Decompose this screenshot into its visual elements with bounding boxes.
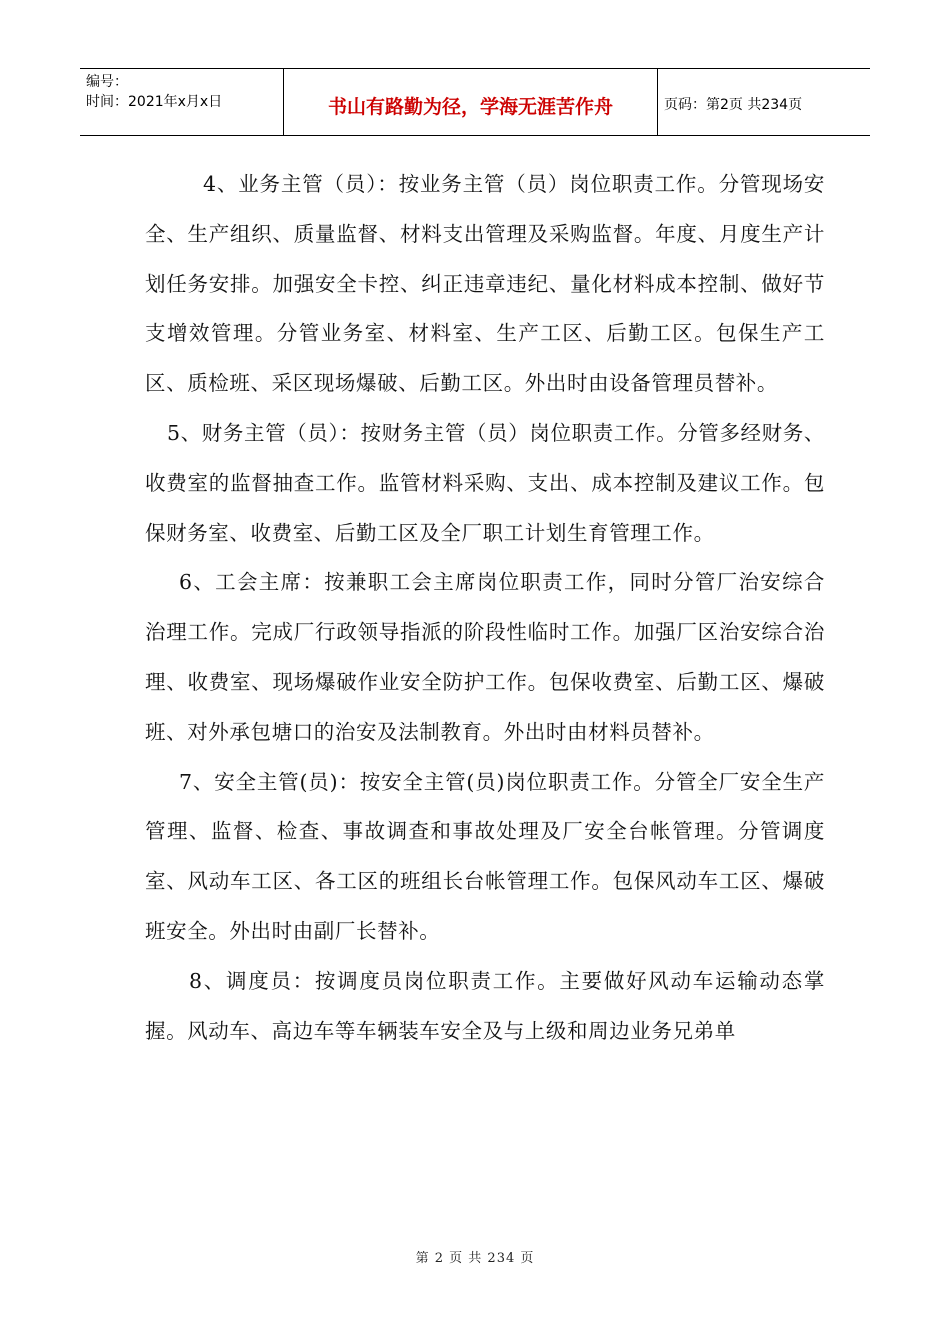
- header-page-info: 页码：第2页 共234页: [664, 97, 803, 113]
- document-body: [145, 160, 825, 1056]
- paragraph-finance-supervisor: 5、财务主管（员）：按财务主管（员）岗位职责工作。分管多经财务、收费室的监督抽查工作。监管材料采购、支出、成本控制及建议工作。包保财务室、收费室、后勤工区及全厂职工计划生育管理工作。: [145, 420, 825, 545]
- header-motto: 书山有路勤为径，学海无涯苦作舟: [284, 69, 658, 135]
- paragraph-union-chairman: 6、工会主席：按兼职工会主席岗位职责工作，同时分管厂治安综合治理工作。完成厂行政领导指派的阶段性临时工作。加强厂区治安综合治理、收费室、现场爆破作业安全防护工作。包保收费室、后勤工区、爆破班、对外承包塘口的治安及法制教育。外出时由材料员替补。: [145, 570, 825, 744]
- header-meta: [80, 69, 284, 135]
- page-footer: 第 2 页 共 234 页: [415, 1251, 535, 1266]
- serial-number-label: 编号：: [86, 74, 128, 90]
- paragraph-dispatcher: 8、调度员：按调度员岗位职责工作。主要做好风动车运输动态掌握。风动车、高边车等车辆装车安全及与上级和周边业务兄弟单: [145, 968, 825, 1043]
- paragraph-business-supervisor: 4、业务主管（员）：按业务主管（员）岗位职责工作。分管现场安全、生产组织、质量监督、材料支出管理及采购监督。年度、月度生产计划任务安排。加强安全卡控、纠正违章违纪、量化材料成本控制、做好节支增效管理。分管业务室、材料室、生产工区、后勤工区。包保生产工区、质检班、采区现场爆破、后勤工区。外出时由设备管理员替补。: [145, 172, 825, 396]
- paragraph-safety-supervisor: 7、安全主管(员)：按安全主管(员)岗位职责工作。分管全厂安全生产管理、监督、检查、事故调查和事故处理及厂安全台帐管理。分管调度室、风动车工区、各工区的班组长台帐管理工作。包保风动车工区、爆破班安全。外出时由副厂长替补。: [145, 769, 825, 943]
- page-header: [80, 68, 870, 136]
- date-label: 时间：2021年x月x日: [86, 94, 223, 110]
